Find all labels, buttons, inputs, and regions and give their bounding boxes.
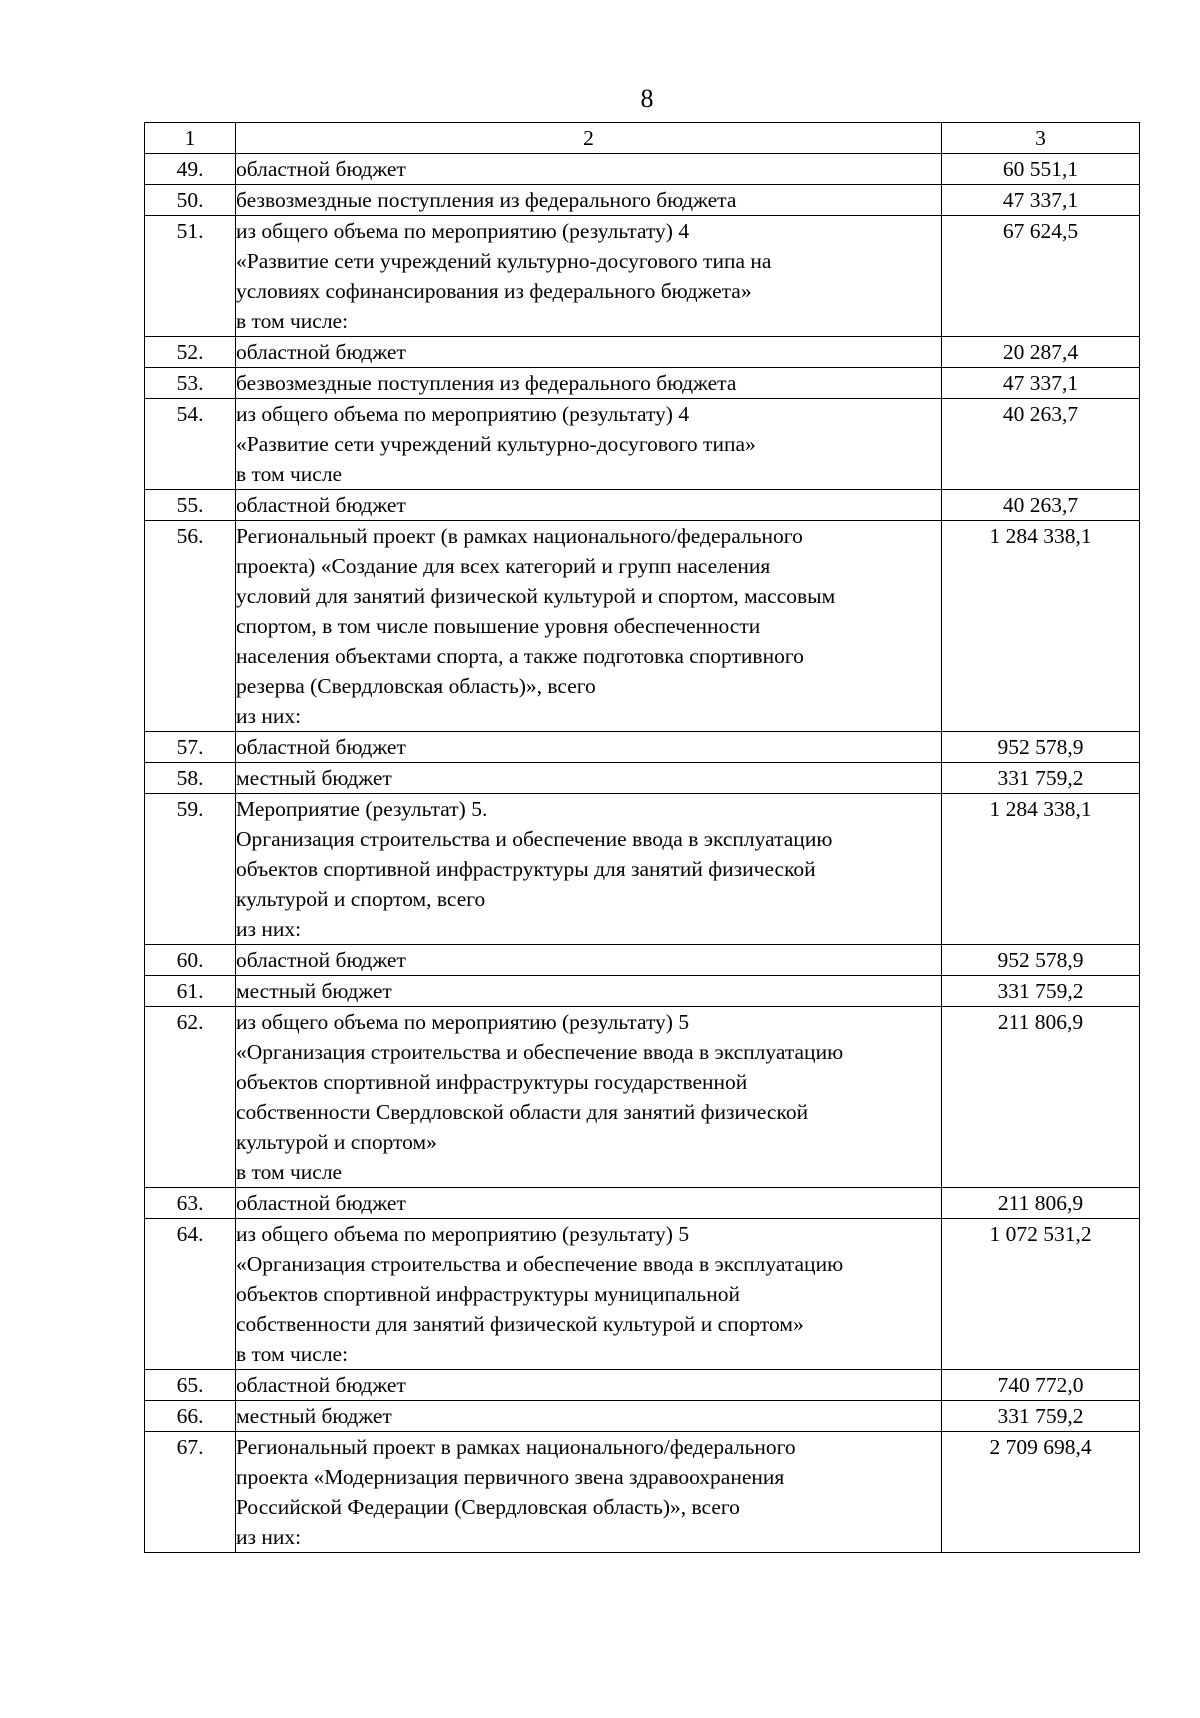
row-number: 63.: [145, 1188, 236, 1219]
row-value: 952 578,9: [942, 732, 1140, 763]
row-description: областной бюджет: [236, 732, 942, 763]
column-header-2: 2: [236, 123, 942, 154]
table-row: [145, 154, 1140, 185]
row-description: местный бюджет: [236, 763, 942, 794]
row-value: 60 551,1: [942, 154, 1140, 185]
row-description: безвозмездные поступления из федерального бюджета: [236, 185, 942, 216]
row-value: 20 287,4: [942, 337, 1140, 368]
table-row: [145, 763, 1140, 794]
row-number: 64.: [145, 1219, 236, 1370]
row-number: 58.: [145, 763, 236, 794]
row-description: областной бюджет: [236, 1188, 942, 1219]
page-number: 8: [640, 84, 654, 113]
row-description: Региональный проект (в рамках национального/федерального проекта) «Создание для всех категорий и групп населения условий для занятий физической культурой и спортом, массовым спортом, в том числе повышение уровня обеспеченности населения объектами спорта, а также подготовка спортивного резерва (Свердловская область)», всего из них:: [236, 521, 942, 732]
column-header-1: 1: [145, 123, 236, 154]
row-description: из общего объема по мероприятию (результату) 5 «Организация строительства и обеспечение ввода в эксплуатацию объектов спортивной инфраструктуры муниципальной собственности для занятий физической культурой и спортом» в том числе:: [236, 1219, 942, 1370]
table-row: [145, 216, 1140, 337]
table-row: [145, 1007, 1140, 1188]
row-description: Региональный проект в рамках национального/федерального проекта «Модернизация первичного звена здравоохранения Российской Федерации (Свердловская область)», всего из них:: [236, 1432, 942, 1553]
table-row: [145, 399, 1140, 490]
row-value: 2 709 698,4: [942, 1432, 1140, 1553]
row-number: 66.: [145, 1401, 236, 1432]
table-body: [145, 154, 1140, 1553]
row-number: 61.: [145, 976, 236, 1007]
row-description: областной бюджет: [236, 490, 942, 521]
row-number: 55.: [145, 490, 236, 521]
row-number: 53.: [145, 368, 236, 399]
table-row: [145, 337, 1140, 368]
row-number: 54.: [145, 399, 236, 490]
row-description: местный бюджет: [236, 976, 942, 1007]
row-description: областной бюджет: [236, 1370, 942, 1401]
row-value: 331 759,2: [942, 1401, 1140, 1432]
table-row: [145, 185, 1140, 216]
row-description: из общего объема по мероприятию (результату) 5 «Организация строительства и обеспечение ввода в эксплуатацию объектов спортивной инфраструктуры государственной собственности Свердловской области для занятий физической культурой и спортом» в том числе: [236, 1007, 942, 1188]
row-value: 331 759,2: [942, 976, 1140, 1007]
row-description: местный бюджет: [236, 1401, 942, 1432]
row-description: из общего объема по мероприятию (результату) 4 «Развитие сети учреждений культурно-досугового типа» в том числе: [236, 399, 942, 490]
row-description: областной бюджет: [236, 154, 942, 185]
row-value: 47 337,1: [942, 368, 1140, 399]
row-description: из общего объема по мероприятию (результату) 4 «Развитие сети учреждений культурно-досугового типа на условиях софинансирования из федерального бюджета» в том числе:: [236, 216, 942, 337]
table-row: [145, 1188, 1140, 1219]
row-number: 67.: [145, 1432, 236, 1553]
table-header-row: [145, 123, 1140, 154]
row-description: Мероприятие (результат) 5. Организация строительства и обеспечение ввода в эксплуатацию объектов спортивной инфраструктуры для занятий физической культурой и спортом, всего из них:: [236, 794, 942, 945]
column-header-3: 3: [942, 123, 1140, 154]
row-value: 1 284 338,1: [942, 794, 1140, 945]
table-row: [145, 794, 1140, 945]
row-value: 1 072 531,2: [942, 1219, 1140, 1370]
table-row: [145, 945, 1140, 976]
table-row: [145, 368, 1140, 399]
table-row: [145, 732, 1140, 763]
table-row: [145, 1219, 1140, 1370]
row-number: 51.: [145, 216, 236, 337]
row-value: 40 263,7: [942, 490, 1140, 521]
row-number: 60.: [145, 945, 236, 976]
row-number: 50.: [145, 185, 236, 216]
row-number: 59.: [145, 794, 236, 945]
row-value: 40 263,7: [942, 399, 1140, 490]
table-row: [145, 976, 1140, 1007]
table-row: [145, 490, 1140, 521]
row-value: 47 337,1: [942, 185, 1140, 216]
row-number: 57.: [145, 732, 236, 763]
table-row: [145, 1432, 1140, 1553]
budget-table: [144, 122, 1140, 1553]
row-number: 62.: [145, 1007, 236, 1188]
row-description: областной бюджет: [236, 337, 942, 368]
row-value: 211 806,9: [942, 1188, 1140, 1219]
row-value: 952 578,9: [942, 945, 1140, 976]
table-row: [145, 1370, 1140, 1401]
row-number: 65.: [145, 1370, 236, 1401]
row-description: безвозмездные поступления из федерального бюджета: [236, 368, 942, 399]
row-value: 1 284 338,1: [942, 521, 1140, 732]
row-value: 740 772,0: [942, 1370, 1140, 1401]
row-number: 56.: [145, 521, 236, 732]
row-value: 331 759,2: [942, 763, 1140, 794]
row-number: 49.: [145, 154, 236, 185]
row-description: областной бюджет: [236, 945, 942, 976]
table-row: [145, 521, 1140, 732]
row-value: 211 806,9: [942, 1007, 1140, 1188]
table-row: [145, 1401, 1140, 1432]
row-value: 67 624,5: [942, 216, 1140, 337]
row-number: 52.: [145, 337, 236, 368]
